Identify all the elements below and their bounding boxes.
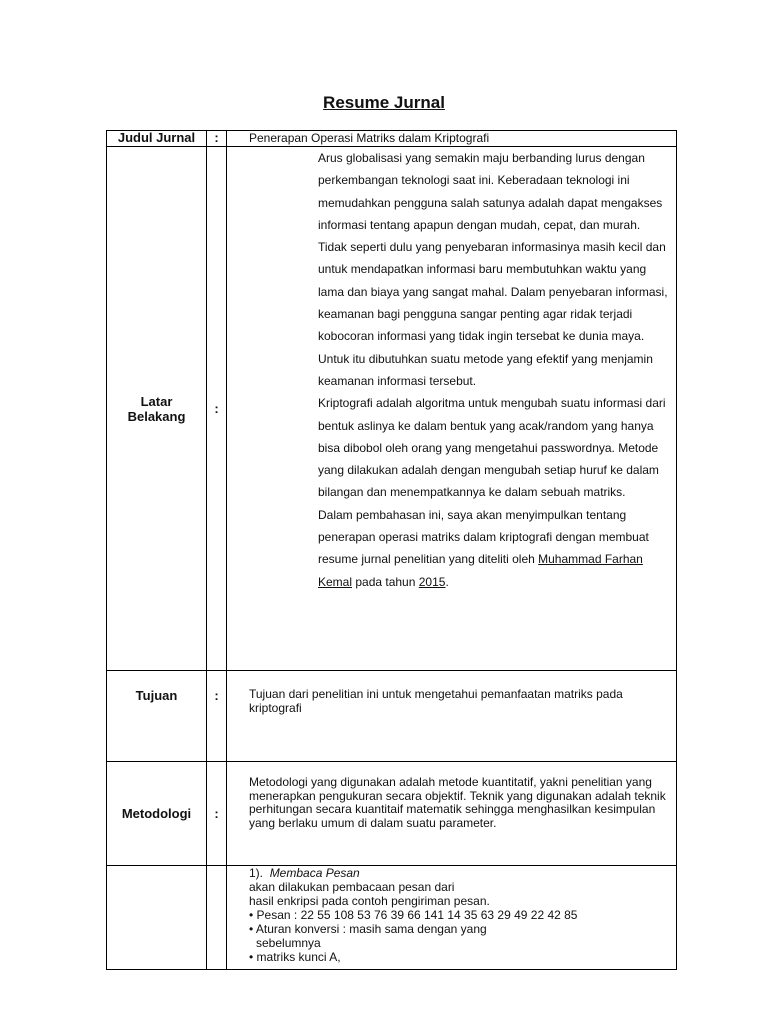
row-latar-belakang bbox=[107, 147, 677, 671]
row-metodologi bbox=[107, 762, 677, 866]
bullet-aturan: • Aturan konversi : masih sama dengan yang bbox=[249, 922, 487, 936]
latar-content bbox=[227, 147, 677, 671]
latar-paragraph-1: Arus globalisasi yang semakin maju berbanding lurus dengan perkembangan teknologi saat ini. Keberadaan teknologi ini memudahkan pengguna salah satunya adalah dapat mengakses informasi tentang apapun dengan mudah, cepat, dan murah. Tidak seperti dulu yang penyebaran informasinya masih kecil dan untuk mendapatkan informasi baru membutuhkan waktu yang lama dan biaya yang sangat mahal. Dalam penyebaran informasi, keamanan bagi pengguna sangar penting agar ridak terjadi kobocoran informasi yang tidak ingin tersebat ke dunia maya. Untuk itu dibutuhkan suatu metode yang efektif yang menjamin keamanan informasi tersebut. bbox=[318, 151, 668, 388]
row-pembahasan bbox=[107, 866, 677, 970]
latar-label-line1: Latar bbox=[140, 393, 173, 409]
latar-label bbox=[107, 147, 207, 671]
resume-table bbox=[106, 130, 677, 970]
tujuan-value: Tujuan dari penelitian ini untuk mengetahui pemanfaatan matriks pada kriptografi bbox=[227, 671, 677, 762]
pembahasan-label-cell bbox=[107, 866, 207, 970]
row-judul-jurnal bbox=[107, 131, 677, 147]
metodologi-colon: : bbox=[207, 762, 227, 866]
pembahasan-content bbox=[227, 866, 677, 970]
latar-paragraph-2: Kriptografi adalah algoritma untuk mengubah suatu informasi dari bentuk aslinya ke dalam bentuk yang acak/random yang hanya bisa dibobol oleh orang yang mengetahui passwordnya. Metode yang dilakukan adalah dengan mengubah setiap huruf ke dalam bilangan dan menempatkannya ke dalam sebuah matriks. bbox=[318, 396, 666, 500]
step-line-2: akan dilakukan pembacaan pesan dari bbox=[249, 880, 455, 894]
metodologi-value: Metodologi yang digunakan adalah metode kuantitatif, yakni penelitian yang menerapkan pengukuran secara objektif. Teknik yang digunakan adalah teknik perhitungan secara kuantitaif matematik sehingga menghasilkan kesimpulan yang berlaku umum di dalam suatu parameter. bbox=[227, 762, 677, 866]
step-title: Membaca Pesan bbox=[269, 866, 360, 880]
tujuan-label: Tujuan bbox=[107, 671, 207, 762]
latar-colon: : bbox=[207, 147, 227, 671]
bullet-matriks: • matriks kunci A, bbox=[249, 950, 341, 964]
latar-label-line2: Belakang bbox=[127, 408, 186, 424]
judul-colon: : bbox=[207, 131, 227, 147]
judul-value: Penerapan Operasi Matriks dalam Kriptografi bbox=[227, 131, 677, 147]
author-name: Muhammad Farhan Kemal bbox=[318, 552, 643, 589]
tujuan-colon: : bbox=[207, 671, 227, 762]
publication-year: 2015 bbox=[418, 574, 446, 589]
step-heading: 1). Membaca Pesan bbox=[249, 866, 360, 880]
judul-label: Judul Jurnal bbox=[107, 131, 207, 147]
document-title: Resume Jurnal bbox=[323, 93, 445, 112]
pembahasan-colon-cell bbox=[207, 866, 227, 970]
step-line-3: hasil enkripsi pada contoh pengiriman pesan. bbox=[249, 894, 490, 908]
latar-paragraph-3: Dalam pembahasan ini, saya akan menyimpulkan tentang penerapan operasi matriks dalam kriptografi dengan membuat resume jurnal penelitian yang diteliti oleh Muhammad Farhan Kemal pada tahun 2015. bbox=[318, 507, 649, 589]
bullet-pesan: • Pesan : 22 55 108 53 76 39 66 141 14 35 63 29 49 22 42 85 bbox=[249, 908, 578, 922]
row-tujuan bbox=[107, 671, 677, 762]
metodologi-label: Metodologi bbox=[107, 762, 207, 866]
bullet-aturan-cont: sebelumnya bbox=[256, 936, 321, 950]
